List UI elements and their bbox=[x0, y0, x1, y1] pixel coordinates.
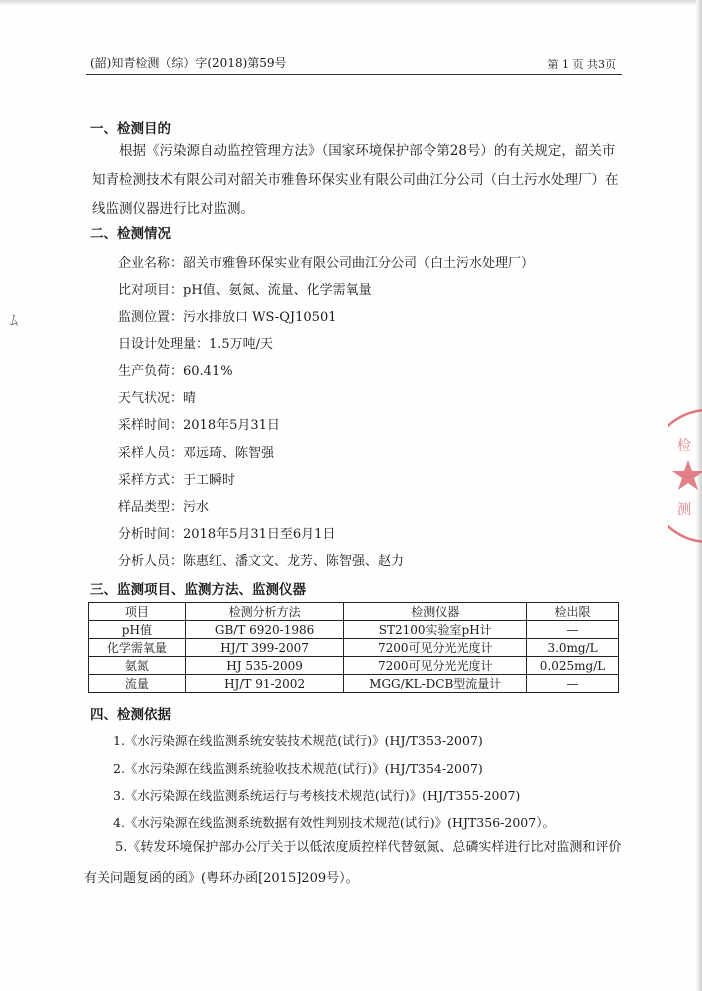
info-item: 分析人员：陈惠红、潘文文、龙芳、陈智强、赵力 bbox=[118, 554, 405, 569]
section-title-purpose: 一、检测目的 bbox=[90, 121, 171, 137]
table-cell: 流量 bbox=[89, 675, 186, 693]
purpose-paragraph: 根据《污染源自动监控管理方法》（国家环境保护部令第28号）的有关规定，韶关市知青检测技术有限公司对韶关市雅鲁环保实业有限公司曲江分公司（白土污水处理厂）在线监测仪器进行比对监测。 bbox=[92, 143, 619, 217]
table-cell: — bbox=[527, 621, 619, 639]
info-item: 样品类型：污水 bbox=[118, 500, 210, 515]
table-header-cell: 检测分析方法 bbox=[185, 603, 344, 621]
table-cell: HJ/T 399-2007 bbox=[185, 639, 344, 657]
info-item: 生产负荷：60.41% bbox=[118, 364, 233, 379]
info-item: 采样人员：邓远琦、陈智强 bbox=[118, 446, 275, 461]
table-cell: 3.0mg/L bbox=[527, 639, 619, 657]
section-title-basis: 四、检测依据 bbox=[90, 707, 171, 723]
table-header-cell: 检测仪器 bbox=[344, 603, 527, 621]
page-header bbox=[86, 50, 622, 75]
section-title-methods: 三、监测项目、监测方法、监测仪器 bbox=[90, 582, 306, 598]
info-item: 分析时间：2018年5月31日至6月1日 bbox=[118, 527, 336, 542]
table-cell: HJ/T 91-2002 bbox=[185, 675, 344, 693]
table-cell: HJ 535-2009 bbox=[185, 657, 344, 675]
scan-mark: ﾑ bbox=[10, 311, 19, 330]
table-header-row bbox=[89, 603, 619, 621]
section-title-situation: 二、检测情况 bbox=[90, 226, 171, 242]
reference-item: 1.《水污染源在线监测系统安装技术规范(试行)》(HJ/T353-2007) bbox=[113, 733, 483, 748]
methods-table bbox=[88, 602, 619, 693]
reference-item: 5.《转发环境保护部办公厅关于以低浓度质控样代替氨氮、总磷实样进行比对监测和评价有关问题复函的函》(粤环办函[2015]209号）。 bbox=[84, 840, 622, 886]
seal-stamp-icon bbox=[668, 408, 702, 544]
table-row bbox=[89, 639, 619, 657]
scan-edge-top bbox=[0, 0, 702, 6]
stamp-char-top: 检 bbox=[677, 438, 691, 454]
info-item: 采样时间：2018年5月31日 bbox=[118, 418, 280, 433]
info-item: 企业名称：韶关市雅鲁环保实业有限公司曲江分公司（白土污水处理厂） bbox=[118, 256, 535, 271]
table-row bbox=[89, 621, 619, 639]
table-cell: — bbox=[527, 675, 619, 693]
page-info: 第 1 页 共3页 bbox=[547, 58, 616, 71]
table-header-cell: 检出限 bbox=[527, 603, 619, 621]
reference-item: 3.《水污染源在线监测系统运行与考核技术规范(试行)》(HJ/T355-2007) bbox=[113, 788, 521, 803]
reference-item: 4.《水污染源在线监测系统数据有效性判别技术规范(试行)》(HJT356-2007）。 bbox=[113, 815, 555, 830]
doc-number: (韶)知青检测（综）字(2018)第59号 bbox=[90, 56, 287, 70]
table-row bbox=[89, 675, 619, 693]
stamp-char-bottom: 测 bbox=[677, 502, 691, 518]
info-item: 监测位置：污水排放口 WS-QJ10501 bbox=[118, 310, 337, 325]
table-cell: 7200可见分光光度计 bbox=[344, 657, 527, 675]
table-header-cell: 项目 bbox=[89, 603, 186, 621]
info-item: 采样方式：于工瞬时 bbox=[118, 473, 236, 488]
info-item: 比对项目：pH值、氨氮、流量、化学需氧量 bbox=[118, 283, 372, 298]
table-cell: 氨氮 bbox=[89, 657, 186, 675]
table-row bbox=[89, 657, 619, 675]
table-cell: ST2100实验室pH计 bbox=[344, 621, 527, 639]
info-item: 日设计处理量：1.5万吨/天 bbox=[118, 337, 274, 352]
table-cell: pH值 bbox=[89, 621, 186, 639]
table-cell: MGG/KL-DCB型流量计 bbox=[344, 675, 527, 693]
table-cell: 0.025mg/L bbox=[527, 657, 619, 675]
table-cell: GB/T 6920-1986 bbox=[185, 621, 344, 639]
table-cell: 7200可见分光光度计 bbox=[344, 639, 527, 657]
reference-item: 2.《水污染源在线监测系统验收技术规范(试行)》(HJ/T354-2007) bbox=[113, 761, 483, 776]
table-cell: 化学需氧量 bbox=[89, 639, 186, 657]
info-item: 天气状况：晴 bbox=[118, 391, 197, 406]
